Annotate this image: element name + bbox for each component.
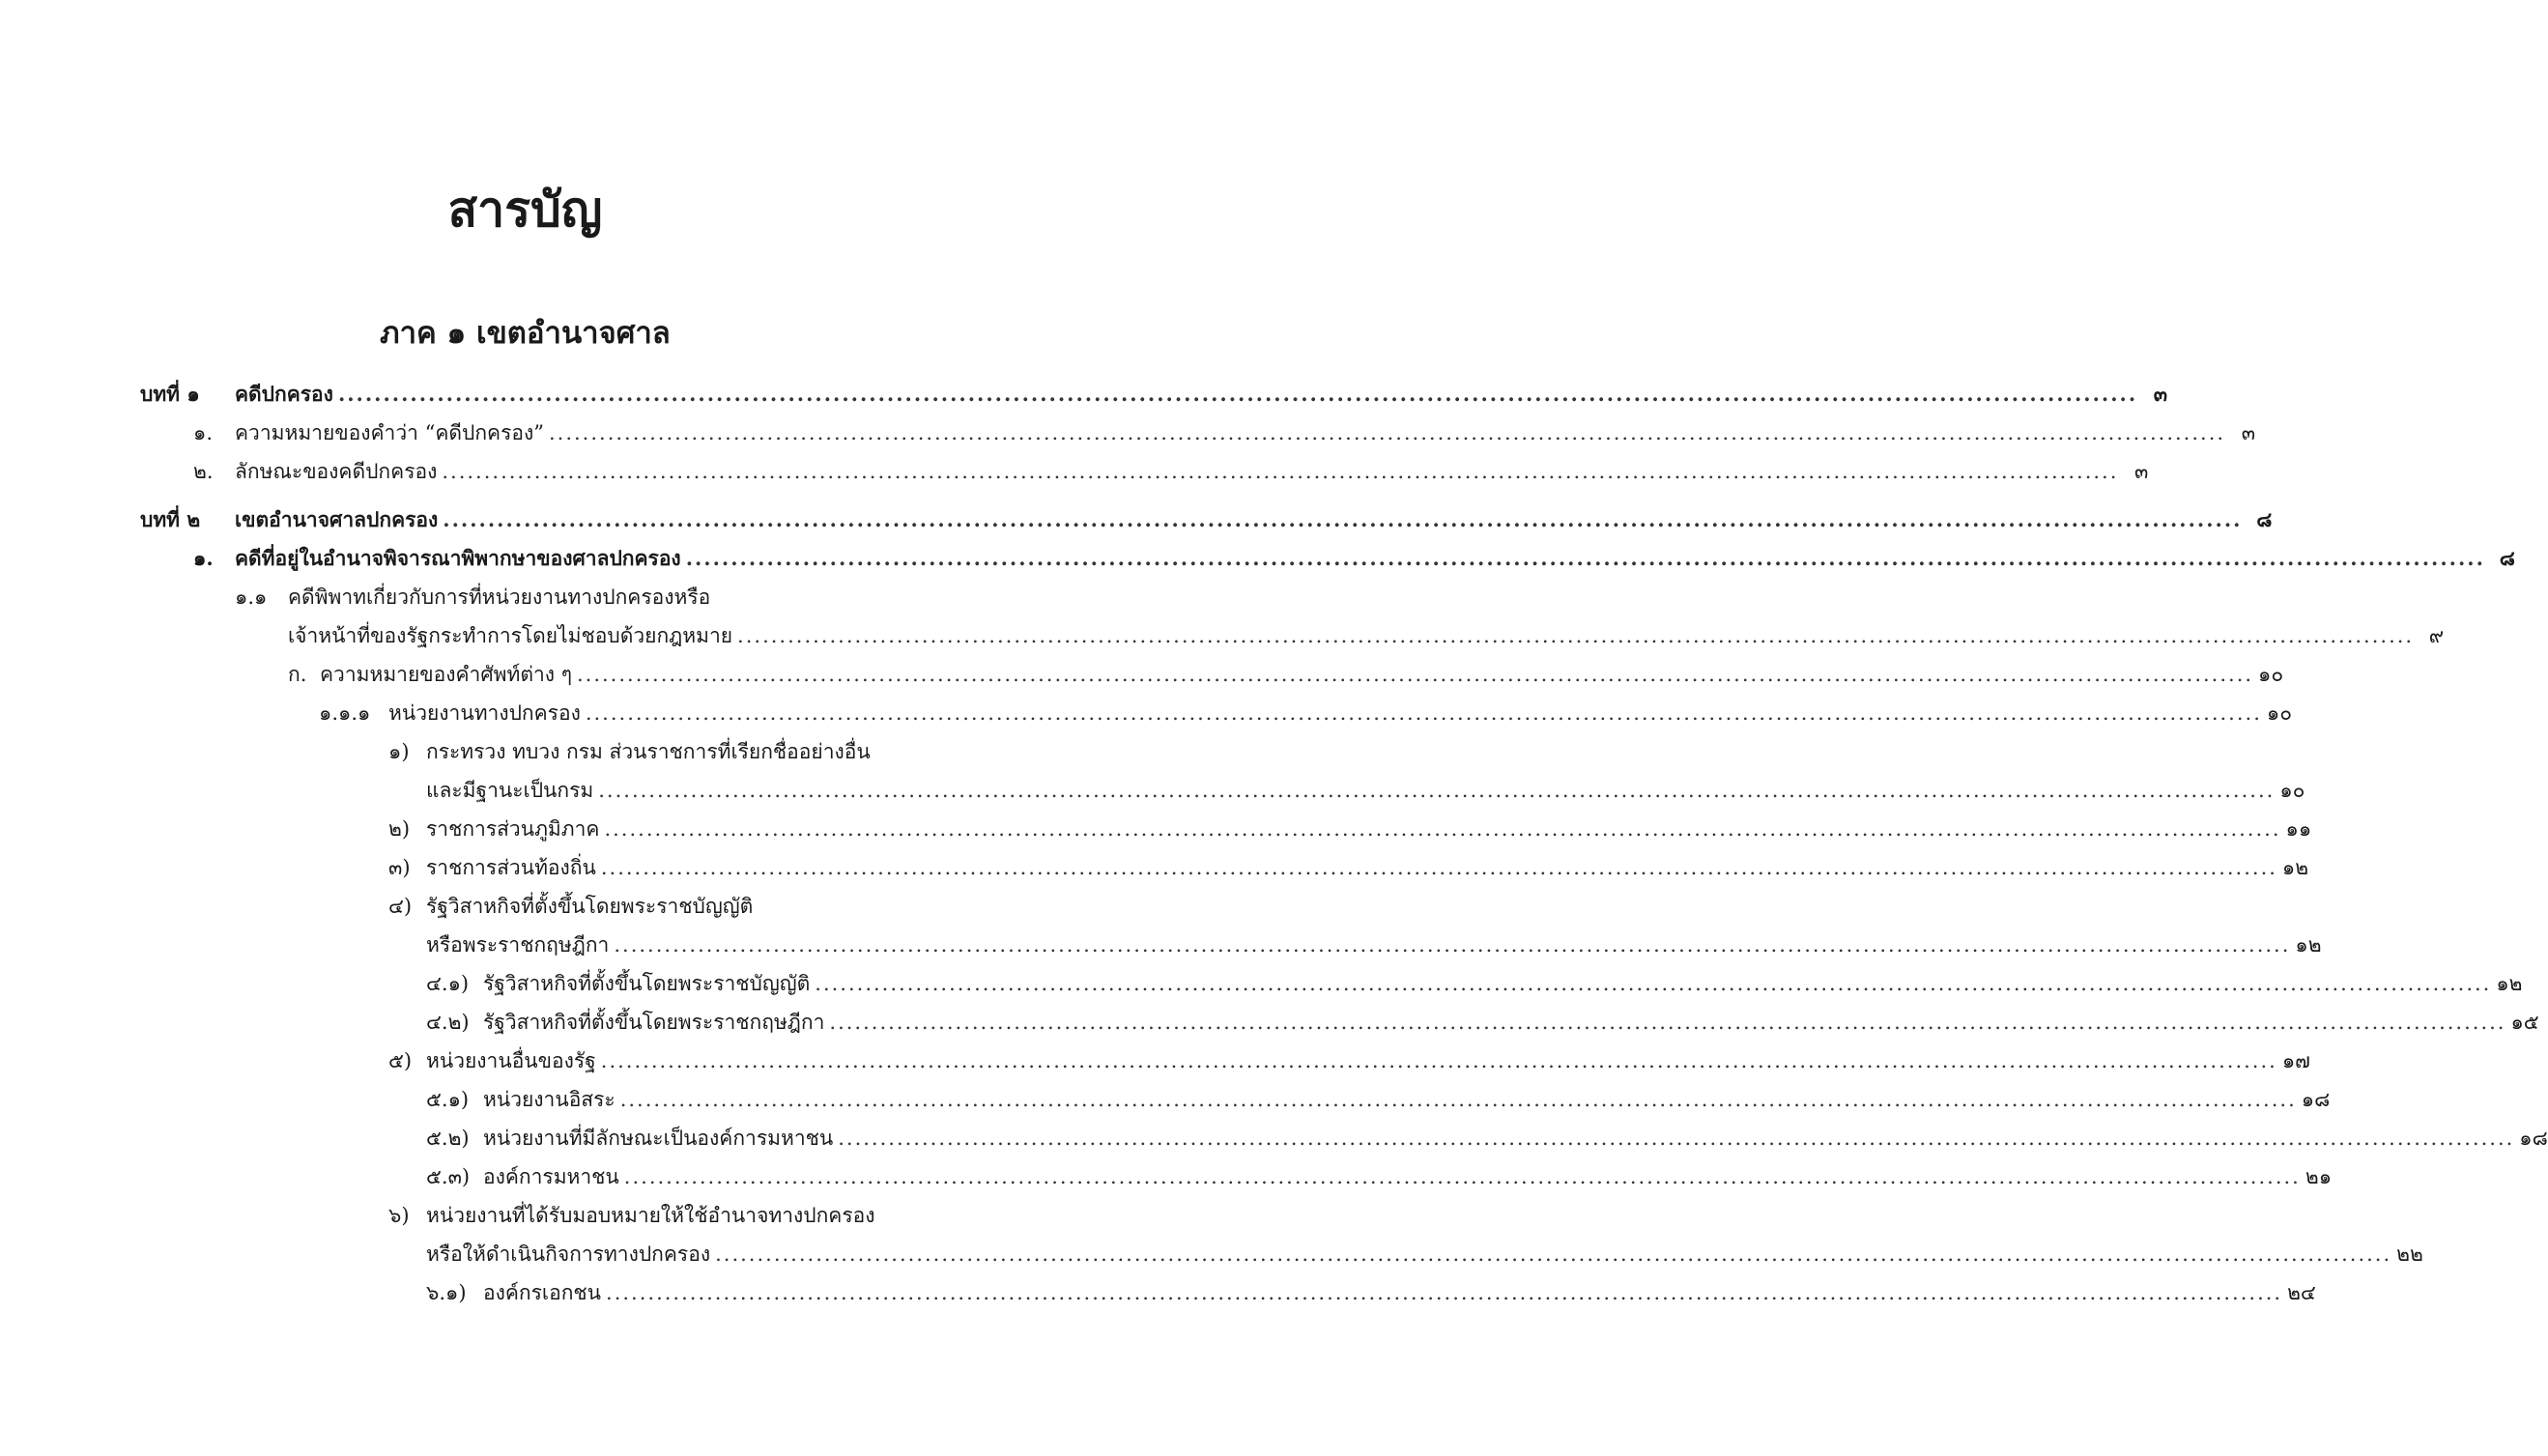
toc-page: ๓ — [2153, 382, 2168, 406]
toc-page: ๒๔ — [2287, 1281, 2316, 1304]
leader-dots: ........................................................................................................................................................................................................ — [443, 507, 2243, 531]
toc-page: ๓ — [2134, 460, 2149, 483]
leader-dots: ........................................................................................................................................................................................................ — [442, 460, 2119, 483]
toc-label: ๑) — [388, 740, 410, 763]
toc-text: ความหมายของคำว่า “คดีปกครอง” — [235, 421, 544, 444]
leader-dots: ........................................................................................................................................................................................................ — [548, 421, 2226, 444]
toc-page: ๘ — [2256, 507, 2273, 531]
toc-entry[interactable] — [319, 694, 2293, 732]
leader-dots: ........................................................................................................................................................................................................ — [598, 779, 2276, 802]
toc-entry-continued[interactable] — [388, 771, 2305, 810]
page-title: สารบัญ — [447, 181, 603, 238]
toc-page: ๑๘ — [2519, 1127, 2548, 1150]
toc-label: ๖.๑) — [426, 1281, 467, 1304]
toc-label: ๕.๓) — [426, 1165, 471, 1188]
toc-chapter[interactable] — [140, 375, 2168, 414]
toc-entry[interactable] — [388, 1196, 908, 1235]
toc-text: เขตอำนาจศาลปกครอง — [235, 507, 439, 531]
toc-entry[interactable] — [426, 1119, 2548, 1157]
toc-label: ๕.๑) — [426, 1088, 470, 1111]
toc-label: ๒) — [388, 817, 411, 841]
toc-entry-continued[interactable] — [388, 1235, 2423, 1273]
toc-entry-continued[interactable] — [388, 926, 2322, 964]
toc-page: ๒๑ — [2305, 1165, 2333, 1188]
toc-page: ๑๒ — [2281, 856, 2309, 879]
toc-text: เจ้าหน้าที่ของรัฐกระทำการโดยไม่ชอบด้วยกฎหมาย — [288, 624, 733, 647]
toc-text: องค์การมหาชน — [483, 1165, 619, 1188]
toc-text: หรือพระราชกฤษฎีกา — [426, 933, 610, 956]
toc-text: องค์กรเอกชน — [483, 1281, 602, 1304]
toc-label: ๔.๒) — [426, 1011, 470, 1034]
toc-text: หน่วยงานที่ได้รับมอบหมายให้ใช้อำนาจทางปกครอง — [426, 1204, 875, 1227]
leader-dots: ........................................................................................................................................................................................................ — [838, 1127, 2515, 1150]
toc-text: หน่วยงานทางปกครอง — [388, 701, 581, 725]
leader-dots: ........................................................................................................................................................................................................ — [619, 1088, 2297, 1111]
toc-page: ๑๑ — [2285, 817, 2312, 841]
toc-page: ๓ — [2241, 421, 2256, 444]
toc-text: รัฐวิสาหกิจที่ตั้งขึ้นโดยพระราชบัญญัติ — [483, 972, 811, 995]
toc-label: ๕.๒) — [426, 1127, 470, 1150]
toc-text: คดีพิพาทเกี่ยวกับการที่หน่วยงานทางปกครองหรือ — [288, 585, 711, 609]
toc-text: กระทรวง ทบวง กรม ส่วนราชการที่เรียกชื่ออย่างอื่น — [426, 740, 871, 763]
leader-dots: ........................................................................................................................................................................................................ — [576, 663, 2254, 686]
toc-text: รัฐวิสาหกิจที่ตั้งขึ้นโดยพระราชกฤษฎีกา — [483, 1011, 825, 1034]
toc-page: ๑๕ — [2510, 1011, 2539, 1034]
toc-entry[interactable] — [426, 1003, 2539, 1042]
toc-label: ๕) — [388, 1049, 413, 1072]
toc-text: หรือให้ดำเนินกิจการทางปกครอง — [426, 1242, 711, 1266]
toc-label: ๒. — [193, 460, 214, 483]
toc-chapter[interactable] — [140, 500, 2273, 539]
toc-page: ๑๐ — [2266, 701, 2293, 725]
toc-text: ลักษณะของคดีปกครอง — [235, 460, 438, 483]
leader-dots: ........................................................................................................................................................................................................ — [829, 1011, 2506, 1034]
toc-label: ๓) — [388, 856, 411, 879]
toc-entry[interactable] — [388, 848, 2309, 887]
toc-text: หน่วยงานที่มีลักษณะเป็นองค์การมหาชน — [483, 1127, 834, 1150]
part-heading: ภาค ๑ เขตอำนาจศาล — [380, 316, 671, 351]
toc-label: ๑.๑.๑ — [319, 701, 371, 725]
toc-entry[interactable] — [235, 578, 908, 616]
toc-text: คดีที่อยู่ในอำนาจพิจารณาพิพากษาของศาลปกครอง — [235, 546, 681, 570]
toc-label: ๑. — [193, 546, 214, 570]
toc-entry[interactable] — [388, 887, 908, 926]
toc-entry[interactable] — [388, 810, 2312, 848]
toc-entry[interactable] — [426, 1080, 2331, 1119]
leader-dots: ........................................................................................................................................................................................................ — [614, 933, 2291, 956]
toc-label: บทที่ ๑ — [140, 382, 200, 406]
leader-dots: ........................................................................................................................................................................................................ — [604, 817, 2281, 841]
toc-page: ๘ — [2499, 546, 2515, 570]
toc-entry[interactable] — [288, 655, 2284, 694]
toc-page: ๒๒ — [2396, 1242, 2423, 1266]
toc-text: ความหมายของคำศัพท์ต่าง ๆ — [320, 663, 572, 686]
toc-page: ๙ — [2428, 624, 2445, 647]
toc-text: คดีปกครอง — [235, 382, 333, 406]
toc-text: ราชการส่วนภูมิภาค — [426, 817, 600, 841]
leader-dots: ........................................................................................................................................................................................................ — [337, 382, 2138, 406]
toc-label: ก. — [288, 663, 307, 686]
leader-dots: ........................................................................................................................................................................................................ — [715, 1242, 2392, 1266]
leader-dots: ........................................................................................................................................................................................................ — [685, 546, 2485, 570]
toc-label: ๔.๑) — [426, 972, 470, 995]
leader-dots: ........................................................................................................................................................................................................ — [600, 1049, 2277, 1072]
toc-label: บทที่ ๒ — [140, 507, 201, 531]
toc-entry-continued[interactable] — [235, 616, 2445, 655]
toc-page: ๑๐ — [2258, 663, 2284, 686]
toc-text: หน่วยงานอื่นของรัฐ — [426, 1049, 596, 1072]
toc-entry[interactable] — [426, 1273, 2316, 1312]
leader-dots: ........................................................................................................................................................................................................ — [606, 1281, 2283, 1304]
toc-entry[interactable] — [193, 414, 2256, 452]
leader-dots: ........................................................................................................................................................................................................ — [737, 624, 2415, 647]
toc-page: ๑๘ — [2301, 1088, 2331, 1111]
leader-dots: ........................................................................................................................................................................................................ — [585, 701, 2262, 725]
toc-entry[interactable] — [388, 1042, 2310, 1080]
toc-text: ราชการส่วนท้องถิ่น — [426, 856, 596, 879]
toc-text: รัฐวิสาหกิจที่ตั้งขึ้นโดยพระราชบัญญัติ — [426, 895, 754, 918]
toc-label: ๔) — [388, 895, 413, 918]
toc-text: และมีฐานะเป็นกรม — [426, 779, 594, 802]
toc-page: ๑๒ — [2496, 972, 2523, 995]
toc-entry[interactable] — [388, 732, 908, 771]
toc-page: ๑๐ — [2279, 779, 2305, 802]
leader-dots: ........................................................................................................................................................................................................ — [600, 856, 2277, 879]
toc-label: ๑.๑ — [235, 585, 268, 609]
toc-label: ๖) — [388, 1204, 410, 1227]
toc-label: ๑. — [193, 421, 214, 444]
toc-page: ๑๗ — [2281, 1049, 2310, 1072]
toc-entry[interactable] — [193, 452, 2149, 491]
toc-page: ๑๒ — [2295, 933, 2322, 956]
toc-entry[interactable] — [193, 539, 2515, 578]
leader-dots: ........................................................................................................................................................................................................ — [815, 972, 2492, 995]
toc-entry[interactable] — [426, 1157, 2333, 1196]
toc-text: หน่วยงานอิสระ — [483, 1088, 616, 1111]
toc-entry[interactable] — [426, 964, 2523, 1003]
leader-dots: ........................................................................................................................................................................................................ — [623, 1165, 2301, 1188]
